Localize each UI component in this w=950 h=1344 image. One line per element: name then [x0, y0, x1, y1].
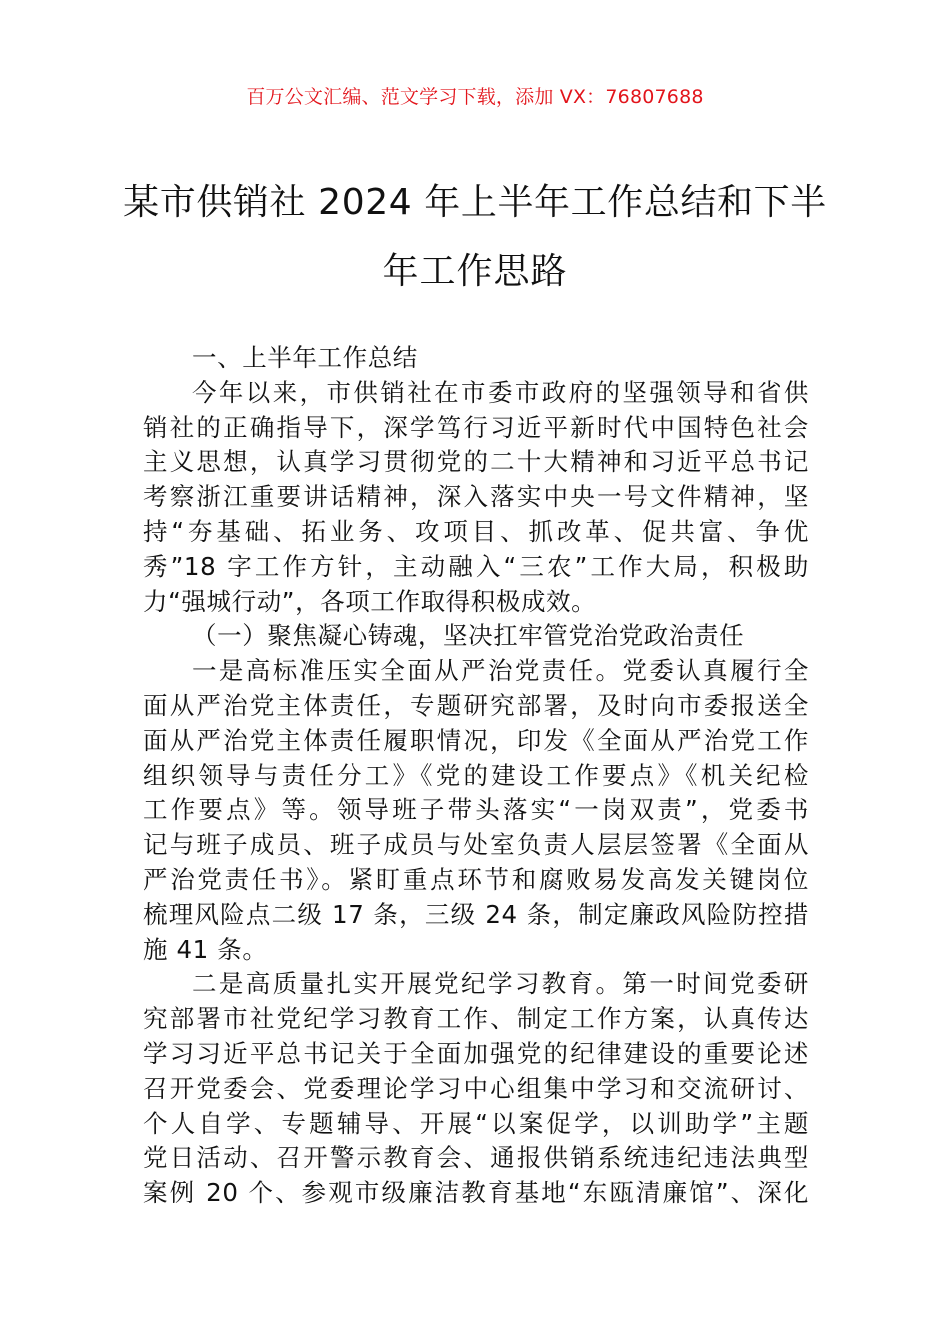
paragraph-line: 二是高质量扎实开展党纪学习教育。第一时间党委研: [192, 969, 809, 999]
document-title-line-2: 年工作思路: [382, 251, 568, 292]
paragraph-line: 严治党责任书》。紧盯重点环节和腐败易发高发关键岗位: [143, 864, 809, 894]
watermark-banner: 百万公文汇编、范文学习下载，添加 VX：76807688: [246, 86, 704, 108]
paragraph-line: 主义思想，认真学习贯彻党的二十大精神和习近平总书记: [143, 447, 809, 477]
subsection-heading: （一）聚焦凝心铸魂，坚决扛牢管党治党政治责任: [192, 621, 745, 651]
paragraph-line: 今年以来，市供销社在市委市政府的坚强领导和省供: [192, 377, 809, 407]
paragraph-line: 案例 20 个、参观市级廉洁教育基地“东瓯清廉馆”、深化: [143, 1178, 809, 1208]
paragraph-line: 秀”18 字工作方针，主动融入“三农”工作大局，积极助: [143, 551, 809, 581]
paragraph-line: 工作要点》等。领导班子带头落实“一岗双责”，党委书: [143, 795, 809, 825]
paragraph-line: 面从严治党主体责任，专题研究部署，及时向市委报送全: [143, 690, 809, 720]
paragraph-line: 召开党委会、党委理论学习中心组集中学习和交流研讨、: [143, 1073, 809, 1103]
paragraph-line: 销社的正确指导下，深学笃行习近平新时代中国特色社会: [143, 412, 809, 442]
paragraph-line: 梳理风险点二级 17 条，三级 24 条，制定廉政风险防控措: [143, 899, 809, 929]
paragraph-line: 记与班子成员、班子成员与处室负责人层层签署《全面从: [143, 830, 809, 860]
document-title-line-1: 某市供销社 2024 年上半年工作总结和下半: [123, 182, 827, 223]
paragraph-line: 一是高标准压实全面从严治党责任。党委认真履行全: [192, 656, 809, 686]
document-body: [143, 341, 809, 1211]
paragraph-line: 施 41 条。: [143, 934, 268, 964]
paragraph-line: 党日活动、召开警示教育会、通报供销系统违纪违法典型: [143, 1143, 809, 1173]
paragraph-line: 面从严治党主体责任履职情况，印发《全面从严治党工作: [143, 725, 809, 755]
paragraph-line: 究部署市社党纪学习教育工作、制定工作方案，认真传达: [143, 1004, 809, 1034]
paragraph-line: 学习习近平总书记关于全面加强党的纪律建设的重要论述: [143, 1038, 809, 1068]
paragraph-line: 组织领导与责任分工》《党的建设工作要点》《机关纪检: [143, 760, 809, 790]
paragraph-line: 考察浙江重要讲话精神，深入落实中央一号文件精神，坚: [143, 482, 809, 512]
paragraph-line: 持“夯基础、拓业务、攻项目、抓改革、促共富、争优: [143, 516, 809, 546]
paragraph-line: 个人自学、专题辅导、开展“以案促学，以训助学”主题: [143, 1108, 809, 1138]
section-heading: 一、上半年工作总结: [192, 343, 418, 372]
paragraph-line: 力“强城行动”，各项工作取得积极成效。: [143, 586, 597, 616]
